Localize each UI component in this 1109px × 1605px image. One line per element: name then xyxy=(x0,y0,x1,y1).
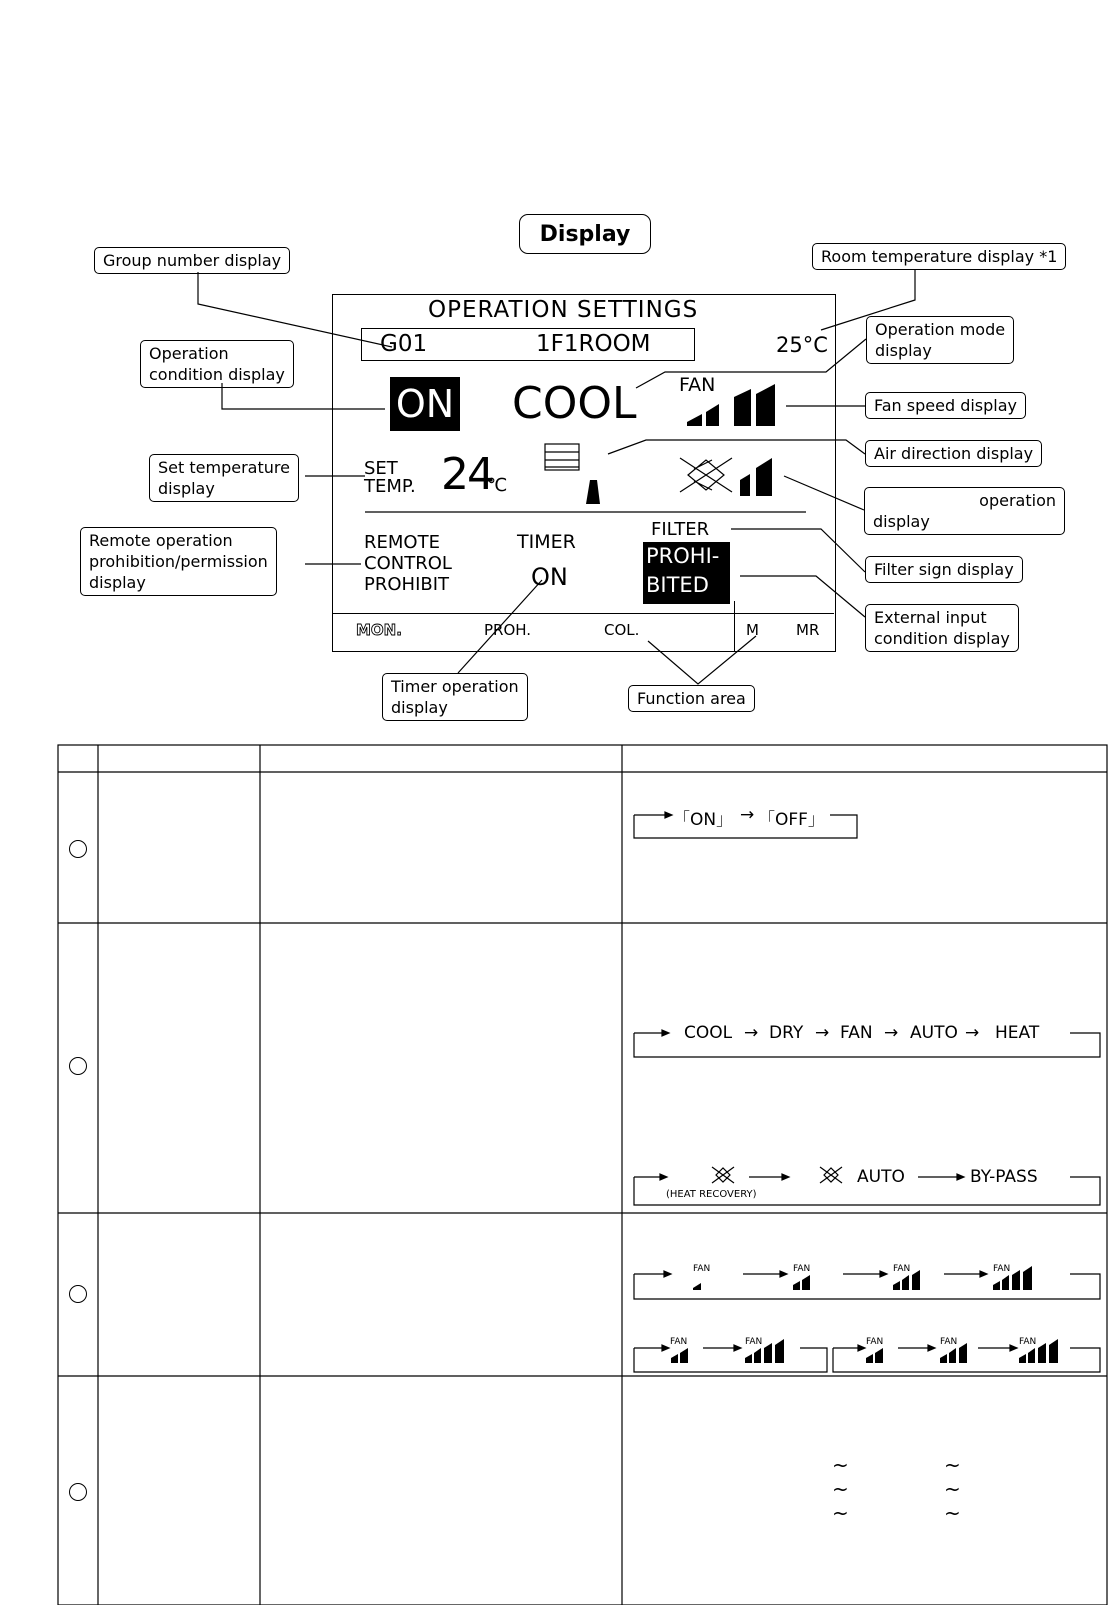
heat-recovery-icon-1 xyxy=(712,1167,734,1183)
lcd-prohibited-1: PROHI- xyxy=(646,544,720,568)
row3-fan-label-8: FAN xyxy=(940,1337,958,1347)
room-temp-label: Room temperature display *1 xyxy=(812,243,1066,270)
row2-mode-heat: HEAT xyxy=(995,1023,1040,1043)
leader-group-number xyxy=(198,272,392,347)
row2-mode-cool: COOL xyxy=(684,1023,733,1043)
leader-operation-mode xyxy=(636,339,866,388)
lcd-set-label-1: SET xyxy=(364,458,398,479)
group-number-label: Group number display xyxy=(94,247,290,274)
remote-op-line2: prohibition/permission xyxy=(89,552,268,571)
display-title: Display xyxy=(519,214,651,254)
vent-fan-bar-2 xyxy=(756,458,772,496)
timer-op-line2: display xyxy=(391,698,448,717)
vent-operation-line2: display xyxy=(873,512,930,531)
row4-tilde-5: ~ xyxy=(832,1501,849,1525)
lcd-set-value: 24 xyxy=(441,449,493,500)
leader-filter-sign xyxy=(731,529,865,572)
lcd-room-temp: 25°C xyxy=(776,333,828,357)
air-direction-label: Air direction display xyxy=(865,440,1042,467)
row1-on: 「ON」 xyxy=(673,810,734,830)
diagram-graphics xyxy=(0,0,1109,760)
operation-mode-line2: display xyxy=(875,341,932,360)
row2-arrow-4: → xyxy=(965,1023,980,1043)
leader-external-input xyxy=(740,576,865,617)
row4-tilde-4: ~ xyxy=(944,1477,961,1501)
lcd-prohibited-2: BITED xyxy=(646,573,709,597)
set-temp-line1: Set temperature xyxy=(158,458,290,477)
row3-circle xyxy=(69,1285,87,1303)
func-proh: PROH. xyxy=(484,621,532,639)
vent-operation-line1: operation xyxy=(979,491,1056,510)
lcd-set-label-2: TEMP. xyxy=(364,476,416,497)
remote-op-line1: Remote operation xyxy=(89,531,233,550)
func-m: M xyxy=(746,621,759,639)
row2-arrow-2: → xyxy=(815,1023,830,1043)
external-input-line1: External input xyxy=(874,608,987,627)
row3-fan-label-7: FAN xyxy=(866,1337,884,1347)
set-temp-line2: display xyxy=(158,479,215,498)
remote-op-line3: display xyxy=(89,573,146,592)
func-mr: MR xyxy=(796,621,820,639)
row2-heat-recovery: (HEAT RECOVERY) xyxy=(666,1189,757,1200)
row2-mode-fan: FAN xyxy=(840,1023,873,1043)
lcd-timer-label: TIMER xyxy=(517,531,576,553)
row3-fan-label-4: FAN xyxy=(993,1264,1011,1274)
lcd-timer-value: ON xyxy=(531,563,568,591)
lcd-mode: COOL xyxy=(512,378,637,429)
fan-bar-4 xyxy=(756,384,775,426)
row3-fan-label-9: FAN xyxy=(1019,1337,1037,1347)
leader-timer-operation xyxy=(458,580,542,673)
row1-circle xyxy=(69,840,87,858)
lcd-header: OPERATION SETTINGS xyxy=(428,297,699,323)
row4-tilde-6: ~ xyxy=(944,1501,961,1525)
row2-vent-bypass: BY-PASS xyxy=(970,1167,1038,1187)
fan-bar-3 xyxy=(734,389,751,426)
lcd-group-number: G01 xyxy=(380,331,428,357)
row1-off: 「OFF」 xyxy=(758,810,825,830)
external-input-line2: condition display xyxy=(874,629,1010,648)
leader-vent-operation xyxy=(784,476,864,510)
timer-op-line1: Timer operation xyxy=(391,677,519,696)
row4-circle xyxy=(69,1483,87,1501)
row3-fan-label-3: FAN xyxy=(893,1264,911,1274)
row4-tilde-1: ~ xyxy=(832,1453,849,1477)
fan-bar-2 xyxy=(706,404,719,426)
flap-icon xyxy=(586,480,600,504)
row4-tilde-3: ~ xyxy=(832,1477,849,1501)
lcd-room-name: 1F1ROOM xyxy=(536,331,651,357)
row3-fan-label-1: FAN xyxy=(693,1264,711,1274)
lcd-remote-1: REMOTE xyxy=(364,532,440,553)
row3-fan-label-6: FAN xyxy=(745,1337,763,1347)
operation-mode-line1: Operation mode xyxy=(875,320,1006,339)
leader-function-area xyxy=(648,636,756,684)
lcd-set-unit: ℃ xyxy=(487,475,508,496)
operation-condition-line2: condition display xyxy=(149,365,285,384)
row2-arrow-1: → xyxy=(744,1023,759,1043)
lcd-on-state: ON xyxy=(390,377,460,431)
heat-recovery-icon-2 xyxy=(820,1167,842,1183)
heat-recovery-icon xyxy=(680,458,732,492)
lcd-remote-2: CONTROL xyxy=(364,553,452,574)
row3-fan-label-5: FAN xyxy=(670,1337,688,1347)
row2-mode-dry: DRY xyxy=(769,1023,804,1043)
row2-mode-auto: AUTO xyxy=(910,1023,958,1043)
lcd-fan-label: FAN xyxy=(679,374,716,396)
func-mon: MON. xyxy=(356,621,402,639)
func-col: COL. xyxy=(604,621,640,639)
leader-air-direction xyxy=(608,440,865,454)
fan-speed-label: Fan speed display xyxy=(865,392,1026,419)
fan-icon-level1 xyxy=(693,1283,701,1290)
lcd-filter-label: FILTER xyxy=(651,519,710,540)
row2-circle xyxy=(69,1057,87,1075)
leader-room-temp xyxy=(821,270,915,330)
row3-fan-label-2: FAN xyxy=(793,1264,811,1274)
vent-fan-bar-1 xyxy=(740,474,750,496)
louver-icon xyxy=(545,444,579,470)
filter-sign-label: Filter sign display xyxy=(865,556,1023,583)
row2-arrow-3: → xyxy=(884,1023,899,1043)
lcd-remote-3: PROHIBIT xyxy=(364,574,450,595)
row1-arrow: → xyxy=(740,805,755,825)
row4-tilde-2: ~ xyxy=(944,1453,961,1477)
operation-condition-line1: Operation xyxy=(149,344,229,363)
fan-bar-1 xyxy=(687,414,702,426)
leader-operation-condition xyxy=(222,383,385,409)
function-area-label: Function area xyxy=(628,685,755,712)
row2-vent-auto: AUTO xyxy=(857,1167,905,1187)
